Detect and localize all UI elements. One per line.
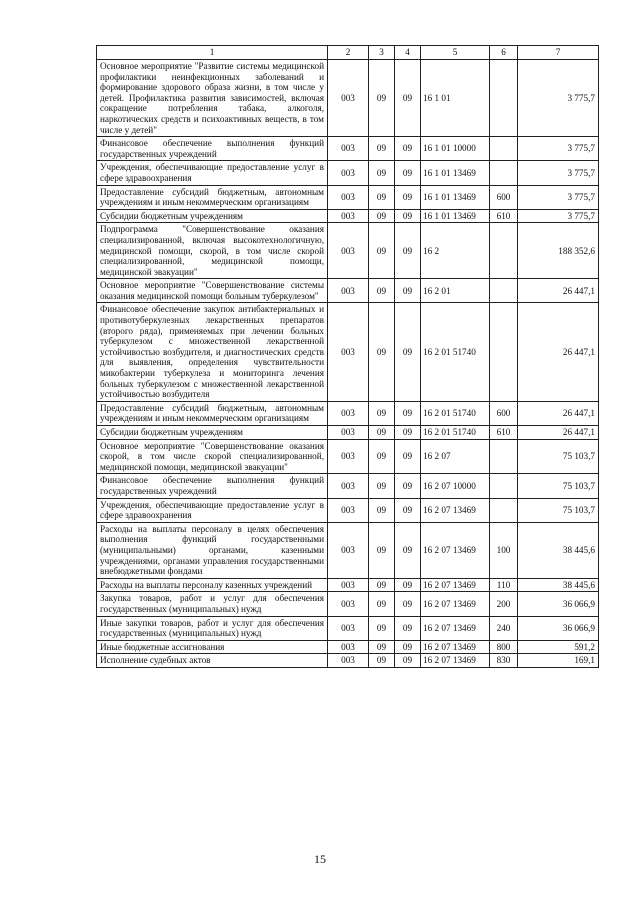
row-ministry-code: 003 <box>328 185 369 209</box>
table-row <box>97 223 599 279</box>
row-target-article: 16 2 07 13469 <box>421 616 490 640</box>
header-col-2: 2 <box>328 46 369 60</box>
row-amount: 169,1 <box>518 654 599 668</box>
table-row <box>97 578 599 592</box>
row-amount: 26 447,1 <box>518 426 599 440</box>
header-col-7: 7 <box>518 46 599 60</box>
row-section-code: 09 <box>369 209 395 223</box>
row-target-article: 16 2 07 <box>421 439 490 474</box>
row-amount: 38 445,6 <box>518 522 599 578</box>
header-col-1: 1 <box>97 46 328 60</box>
header-col-6: 6 <box>490 46 518 60</box>
row-expense-type <box>490 279 518 303</box>
row-description: Иные бюджетные ассигнования <box>97 640 328 654</box>
row-subsection-code: 09 <box>395 60 421 137</box>
row-target-article: 16 1 01 10000 <box>421 137 490 161</box>
header-col-4: 4 <box>395 46 421 60</box>
row-target-article: 16 2 07 13469 <box>421 578 490 592</box>
row-subsection-code: 09 <box>395 185 421 209</box>
row-expense-type: 240 <box>490 616 518 640</box>
row-expense-type: 100 <box>490 522 518 578</box>
row-description: Расходы на выплаты персоналу в целях обеспечения выполнения функций государственными (муниципальными) органами, казенными учреждениями, органами управления государственными внебюджетными фондами <box>97 522 328 578</box>
row-description: Учреждения, обеспечивающие предоставление услуг в сфере здравоохранения <box>97 498 328 522</box>
row-subsection-code: 09 <box>395 401 421 425</box>
row-section-code: 09 <box>369 185 395 209</box>
row-amount: 75 103,7 <box>518 474 599 498</box>
table-body <box>97 60 599 668</box>
row-subsection-code: 09 <box>395 426 421 440</box>
table-row <box>97 185 599 209</box>
row-expense-type: 800 <box>490 640 518 654</box>
row-expense-type: 200 <box>490 592 518 616</box>
table-row <box>97 426 599 440</box>
table-row <box>97 439 599 474</box>
row-ministry-code: 003 <box>328 401 369 425</box>
row-target-article: 16 1 01 13469 <box>421 209 490 223</box>
row-expense-type <box>490 303 518 401</box>
table-row <box>97 279 599 303</box>
row-description: Исполнение судебных актов <box>97 654 328 668</box>
row-subsection-code: 09 <box>395 279 421 303</box>
row-ministry-code: 003 <box>328 522 369 578</box>
row-section-code: 09 <box>369 161 395 185</box>
row-subsection-code: 09 <box>395 616 421 640</box>
row-target-article: 16 2 07 13469 <box>421 654 490 668</box>
row-section-code: 09 <box>369 616 395 640</box>
row-section-code: 09 <box>369 439 395 474</box>
row-target-article: 16 1 01 13469 <box>421 185 490 209</box>
row-ministry-code: 003 <box>328 223 369 279</box>
row-expense-type: 600 <box>490 185 518 209</box>
row-section-code: 09 <box>369 60 395 137</box>
row-subsection-code: 09 <box>395 592 421 616</box>
row-ministry-code: 003 <box>328 161 369 185</box>
row-expense-type <box>490 474 518 498</box>
row-description: Субсидии бюджетным учреждениям <box>97 209 328 223</box>
row-target-article: 16 2 07 13469 <box>421 640 490 654</box>
table-row <box>97 60 599 137</box>
row-amount: 26 447,1 <box>518 303 599 401</box>
row-description: Субсидии бюджетным учреждениям <box>97 426 328 440</box>
row-section-code: 09 <box>369 401 395 425</box>
row-description: Предоставление субсидий бюджетным, автономным учреждениям и иным некоммерческим организациям <box>97 185 328 209</box>
row-description: Иные закупки товаров, работ и услуг для обеспечения государственных (муниципальных) нужд <box>97 616 328 640</box>
row-description: Закупка товаров, работ и услуг для обеспечения государственных (муниципальных) нужд <box>97 592 328 616</box>
table-row <box>97 303 599 401</box>
row-amount: 591,2 <box>518 640 599 654</box>
row-description: Финансовое обеспечение выполнения функций государственных учреждений <box>97 474 328 498</box>
row-description: Финансовое обеспечение закупок антибактериальных и противотуберкулезных лекарственных препаратов (второго ряда), применяемых при лечении больных туберкулезом с множественной лекарственной устойчивостью возбудителя, и диагностических средств для выявления, определения чувствительности микобактерии туберкулеза и мониторинга лечения больных туберкулезом с множественной лекарственной устойчивостью возбудителя <box>97 303 328 401</box>
row-amount: 3 775,7 <box>518 209 599 223</box>
table-row <box>97 209 599 223</box>
budget-table <box>96 45 599 668</box>
row-target-article: 16 1 01 13469 <box>421 161 490 185</box>
row-amount: 36 066,9 <box>518 616 599 640</box>
row-description: Подпрограмма "Совершенствование оказания специализированной, включая высокотехнологичную, медицинской помощи, скорой, в том числе скорой специализированной, медицинской помощи, медицинской эвакуации" <box>97 223 328 279</box>
row-amount: 75 103,7 <box>518 498 599 522</box>
row-amount: 36 066,9 <box>518 592 599 616</box>
row-expense-type: 610 <box>490 209 518 223</box>
row-section-code: 09 <box>369 137 395 161</box>
row-ministry-code: 003 <box>328 498 369 522</box>
row-description: Основное мероприятие "Совершенствование системы оказания медицинской помощи больным туберкулезом" <box>97 279 328 303</box>
row-subsection-code: 09 <box>395 640 421 654</box>
row-target-article: 16 2 01 51740 <box>421 401 490 425</box>
row-target-article: 16 2 01 <box>421 279 490 303</box>
row-subsection-code: 09 <box>395 137 421 161</box>
row-ministry-code: 003 <box>328 640 369 654</box>
row-target-article: 16 1 01 <box>421 60 490 137</box>
row-target-article: 16 2 07 13469 <box>421 498 490 522</box>
row-amount: 3 775,7 <box>518 185 599 209</box>
row-section-code: 09 <box>369 223 395 279</box>
table-row <box>97 161 599 185</box>
row-section-code: 09 <box>369 578 395 592</box>
row-description: Предоставление субсидий бюджетным, автономным учреждениям и иным некоммерческим организациям <box>97 401 328 425</box>
row-expense-type <box>490 60 518 137</box>
row-section-code: 09 <box>369 279 395 303</box>
table-row <box>97 654 599 668</box>
row-description: Основное мероприятие "Совершенствование оказания скорой, в том числе скорой специализированной, медицинской помощи, медицинской эвакуации" <box>97 439 328 474</box>
row-expense-type: 830 <box>490 654 518 668</box>
row-target-article: 16 2 07 13469 <box>421 522 490 578</box>
row-subsection-code: 09 <box>395 578 421 592</box>
row-description: Финансовое обеспечение выполнения функций государственных учреждений <box>97 137 328 161</box>
row-ministry-code: 003 <box>328 209 369 223</box>
row-target-article: 16 2 01 51740 <box>421 303 490 401</box>
table-row <box>97 616 599 640</box>
page-number: 15 <box>314 852 326 866</box>
row-amount: 38 445,6 <box>518 578 599 592</box>
row-section-code: 09 <box>369 654 395 668</box>
row-section-code: 09 <box>369 640 395 654</box>
row-ministry-code: 003 <box>328 592 369 616</box>
row-ministry-code: 003 <box>328 137 369 161</box>
row-target-article: 16 2 <box>421 223 490 279</box>
row-target-article: 16 2 01 51740 <box>421 426 490 440</box>
table-row <box>97 640 599 654</box>
header-col-3: 3 <box>369 46 395 60</box>
row-expense-type: 610 <box>490 426 518 440</box>
row-ministry-code: 003 <box>328 654 369 668</box>
row-ministry-code: 003 <box>328 279 369 303</box>
row-subsection-code: 09 <box>395 303 421 401</box>
row-amount: 26 447,1 <box>518 279 599 303</box>
row-ministry-code: 003 <box>328 303 369 401</box>
table-row <box>97 474 599 498</box>
row-section-code: 09 <box>369 498 395 522</box>
table-row <box>97 592 599 616</box>
row-subsection-code: 09 <box>395 223 421 279</box>
table-row <box>97 401 599 425</box>
row-ministry-code: 003 <box>328 616 369 640</box>
row-subsection-code: 09 <box>395 161 421 185</box>
table-row <box>97 498 599 522</box>
row-ministry-code: 003 <box>328 426 369 440</box>
row-section-code: 09 <box>369 522 395 578</box>
table-row <box>97 522 599 578</box>
header-col-5: 5 <box>421 46 490 60</box>
row-section-code: 09 <box>369 426 395 440</box>
row-amount: 3 775,7 <box>518 60 599 137</box>
row-section-code: 09 <box>369 592 395 616</box>
row-description: Учреждения, обеспечивающие предоставление услуг в сфере здравоохранения <box>97 161 328 185</box>
row-expense-type <box>490 137 518 161</box>
row-amount: 3 775,7 <box>518 137 599 161</box>
row-amount: 26 447,1 <box>518 401 599 425</box>
row-amount: 75 103,7 <box>518 439 599 474</box>
row-target-article: 16 2 07 13469 <box>421 592 490 616</box>
row-expense-type <box>490 161 518 185</box>
row-target-article: 16 2 07 10000 <box>421 474 490 498</box>
row-section-code: 09 <box>369 474 395 498</box>
row-description: Расходы на выплаты персоналу казенных учреждений <box>97 578 328 592</box>
row-expense-type: 110 <box>490 578 518 592</box>
row-expense-type <box>490 223 518 279</box>
row-subsection-code: 09 <box>395 654 421 668</box>
table-header-row <box>97 46 599 60</box>
row-ministry-code: 003 <box>328 439 369 474</box>
row-subsection-code: 09 <box>395 522 421 578</box>
row-section-code: 09 <box>369 303 395 401</box>
row-amount: 188 352,6 <box>518 223 599 279</box>
row-subsection-code: 09 <box>395 474 421 498</box>
row-subsection-code: 09 <box>395 209 421 223</box>
row-amount: 3 775,7 <box>518 161 599 185</box>
row-ministry-code: 003 <box>328 60 369 137</box>
row-expense-type <box>490 439 518 474</box>
row-subsection-code: 09 <box>395 439 421 474</box>
row-expense-type <box>490 498 518 522</box>
row-subsection-code: 09 <box>395 498 421 522</box>
row-expense-type: 600 <box>490 401 518 425</box>
row-description: Основное мероприятие "Развитие системы медицинской профилактики неинфекционных заболеваний и формирование здорового образа жизни, в том числе у детей. Профилактика развития зависимостей, включая сокращение потребления табака, алкоголя, наркотических средств и психоактивных веществ, в том числе у детей" <box>97 60 328 137</box>
row-ministry-code: 003 <box>328 474 369 498</box>
table-row <box>97 137 599 161</box>
row-ministry-code: 003 <box>328 578 369 592</box>
